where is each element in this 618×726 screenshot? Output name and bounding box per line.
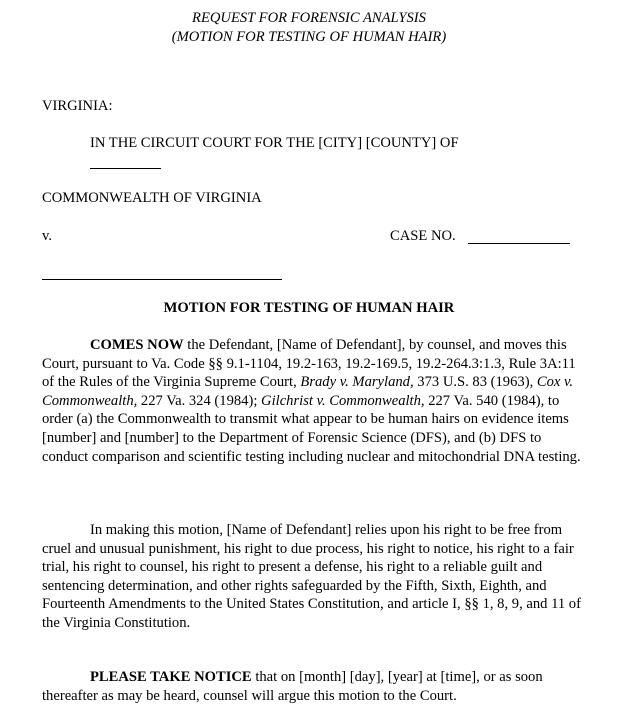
case-citation-brady: Brady v. Maryland, bbox=[300, 374, 414, 391]
motion-title: MOTION FOR TESTING OF HUMAN HAIR bbox=[163, 300, 455, 316]
paragraph-rights: In making this motion, [Name of Defendant] relies upon his right to be free from cruel and unusual punishment, his right to due process, his right to notice, his right to a fair trial, his right to counsel, his right to present a defense, his right to a reliable guilt and sentencing determination, and other rights safeguarded by the Fifth, Sixth, Eighth, and Fourteenth Amendments to the United States Constitution, and article I, §§ 1, 8, 9, and 11 of the Virginia Constitution. bbox=[42, 522, 581, 631]
case-citation-cox: Cox v. Commonwealth, bbox=[42, 374, 574, 409]
notice-lead: PLEASE TAKE NOTICE bbox=[90, 669, 252, 685]
versus-label: v. bbox=[42, 228, 52, 244]
court-name-blank bbox=[90, 168, 161, 169]
defendant-name-blank bbox=[42, 279, 282, 280]
case-number-blank bbox=[468, 243, 570, 244]
paragraph-notice: PLEASE TAKE NOTICE that on [month] [day], [year] at [time], or as soon thereafter as may be heard, counsel will argue this motion to the Court. bbox=[42, 669, 543, 704]
plaintiff-name: COMMONWEALTH OF VIRGINIA bbox=[42, 190, 262, 206]
court-line: IN THE CIRCUIT COURT FOR THE [CITY] [COUNTY] OF bbox=[90, 135, 459, 151]
document-header-line-2: (MOTION FOR TESTING OF HUMAN HAIR) bbox=[171, 29, 447, 45]
case-citation-gilchrist: Gilchrist v. Commonwealth, bbox=[261, 392, 425, 409]
document-header-line-1: REQUEST FOR FORENSIC ANALYSIS bbox=[192, 10, 426, 26]
comes-now-lead: COMES NOW bbox=[90, 337, 184, 353]
paragraph-comes-now: COMES NOW the Defendant, [Name of Defendant], by counsel, and moves this Court, pursuant to Va. Code §§ 9.1-1104, 19.2-163, 19.2-169.5, 19.2-264.3:1.3, Rule 3A:11 of the Rules of the Virginia Supreme Court, Brady v. Maryland, 373 U.S. 83 (1963), Cox v. Commonwealth, 227 Va. 324 (1984); Gilchrist v. Commonwealth, 227 Va. 540 (1984), to order (a) the Commonwealth to transmit what appear to be human hairs on evidence items [number] and [number] to the Department of Forensic Science (DFS), and (b) DFS to conduct comparison and scientific testing including nuclear and mitochondrial DNA testing. bbox=[42, 337, 581, 465]
venue-state: VIRGINIA: bbox=[42, 98, 113, 114]
case-number-label: CASE NO. bbox=[390, 228, 456, 244]
